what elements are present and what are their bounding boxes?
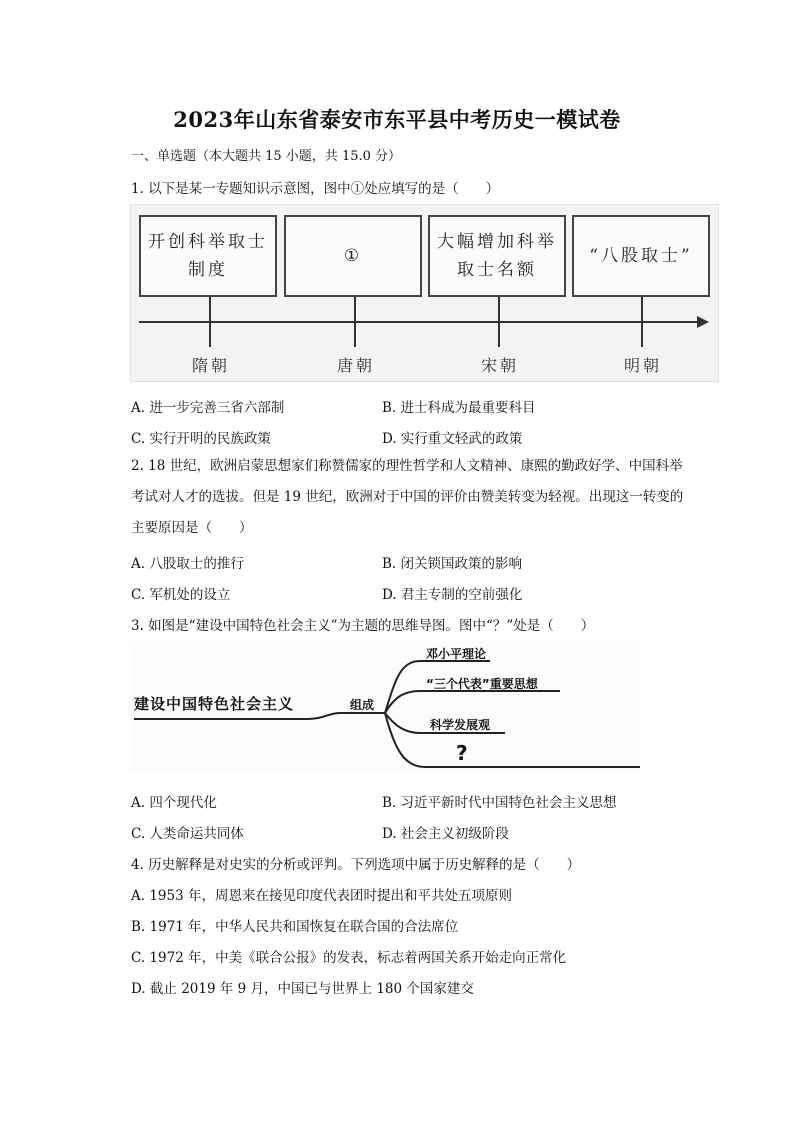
q2-option-d[interactable]: D. 君主专制的空前强化 (382, 587, 523, 603)
q4-option-b[interactable]: B. 1971 年，中华人民共和国恢复在联合国的合法席位 (131, 919, 459, 935)
q4-option-d[interactable]: D. 截止 2019 年 9 月，中国已与世界上 180 个国家建交 (131, 981, 474, 997)
q2-option-c[interactable]: C. 军机处的设立 (131, 587, 231, 603)
timeline-tick (209, 297, 211, 347)
q3-option-d[interactable]: D. 社会主义初级阶段 (382, 826, 509, 842)
q3-option-a[interactable]: A. 四个现代化 (131, 795, 217, 811)
timeline-card-tang: ① (284, 215, 422, 297)
q4-option-c[interactable]: C. 1972 年，中美《联合公报》的发表，标志着两国关系开始走向正常化 (131, 950, 567, 966)
question-4-stem: 4. 历史解释是对史实的分析或评判。下列选项中属于历史解释的是（ ） (131, 857, 581, 873)
question-3-stem: 3. 如图是“建设中国特色社会主义”为主题的思维导图。图中“？”处是（ ） (131, 618, 595, 634)
timeline-card-ming: “八股取士” (572, 215, 710, 297)
timeline-label-tang: 唐朝 (336, 356, 375, 375)
timeline-tick (354, 297, 356, 347)
mind-map-leaf-2: “三个代表”重要思想 (426, 677, 538, 691)
page-title: 2023年山东省泰安市东平县中考历史一模试卷 (173, 107, 621, 132)
timeline-arrow-icon (697, 316, 709, 328)
mind-map-middle: 组成 (350, 698, 375, 712)
mind-map-root: 建设中国特色社会主义 (134, 695, 295, 713)
q3-option-b[interactable]: B. 习近平新时代中国特色社会主义思想 (382, 795, 617, 811)
q1-option-b[interactable]: B. 进士科成为最重要科目 (382, 400, 536, 416)
mind-map-leaf-1: 邓小平理论 (426, 647, 487, 661)
timeline-label-ming: 明朝 (623, 356, 662, 375)
timeline-label-sui: 隋朝 (191, 356, 230, 375)
mind-map-leaf-3: 科学发展观 (430, 718, 491, 732)
q1-option-d[interactable]: D. 实行重文轻武的政策 (382, 431, 523, 447)
q1-option-c[interactable]: C. 实行开明的民族政策 (131, 431, 271, 447)
timeline-label-song: 宋朝 (480, 356, 519, 375)
q2-option-a[interactable]: A. 八股取士的推行 (131, 556, 244, 572)
q3-option-c[interactable]: C. 人类命运共同体 (131, 826, 244, 842)
timeline-tick (641, 297, 643, 347)
mind-map-leaf-4: ? (456, 741, 468, 765)
timeline-tick (498, 297, 500, 347)
timeline-diagram (130, 204, 719, 382)
q4-option-a[interactable]: A. 1953 年，周恩来在接见印度代表团时提出和平共处五项原则 (131, 888, 512, 904)
question-1-stem: 1. 以下是某一专题知识示意图，图中①处应填写的是（ ） (131, 181, 500, 197)
q1-option-a[interactable]: A. 进一步完善三省六部制 (131, 400, 285, 416)
timeline-axis (139, 321, 699, 323)
q2-option-b[interactable]: B. 闭关锁国政策的影响 (382, 556, 523, 572)
question-2-stem: 2. 18 世纪，欧洲启蒙思想家们称赞儒家的理性哲学和人文精神、康熙的勤政好学、中国科举考试对人才的选拔。但是 19 世纪，欧洲对于中国的评价由赞美转变为轻视。出现这一转变的主要原因是（ ） (131, 458, 684, 536)
timeline-card-song: 大幅增加科举取士名额 (428, 215, 566, 297)
section-heading: 一、单选题（本大题共 15 小题，共 15.0 分） (131, 149, 402, 164)
mind-map-diagram (130, 641, 640, 773)
timeline-card-sui: 开创科举取士制度 (139, 215, 277, 297)
